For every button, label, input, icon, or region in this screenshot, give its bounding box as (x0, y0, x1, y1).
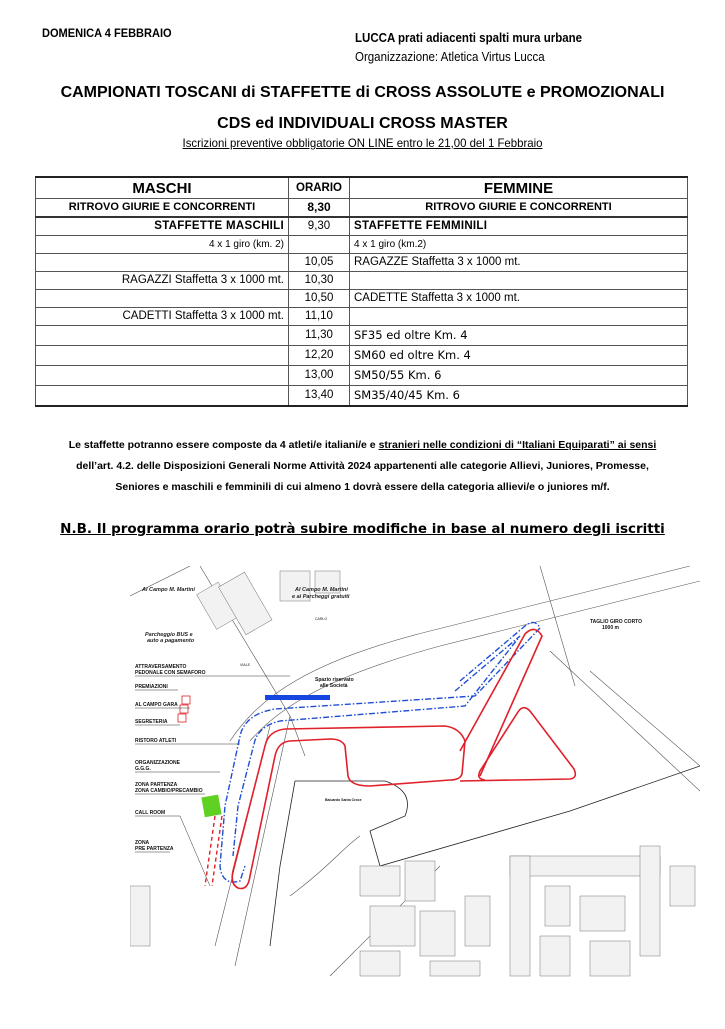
map-label-call-room: CALL ROOM (135, 810, 166, 816)
map-label-short-cut-2: 1000 m (602, 625, 619, 631)
schedule-table (35, 176, 688, 407)
women-cell: RAGAZZE Staffetta 3 x 1000 mt. (350, 254, 688, 272)
time-cell: 10,30 (289, 272, 350, 290)
women-cell: SM50/55 Km. 6 (350, 366, 688, 386)
table-row (36, 308, 688, 326)
map-label-street: VIALE (240, 663, 250, 667)
note-line-1 (30, 435, 695, 456)
table-row (36, 346, 688, 366)
women-cell (350, 308, 688, 326)
time-cell: 11,10 (289, 308, 350, 326)
map-road (250, 581, 700, 741)
time-cell: 13,40 (289, 386, 350, 407)
header-women: FEMMINE (350, 177, 688, 199)
event-organizer: Organizzazione: Atletica Virtus Lucca (355, 50, 545, 64)
men-cell (36, 290, 289, 308)
map-label-parking-bus: Parcheggio BUS e (145, 632, 193, 638)
page-title: CAMPIONATI TOSCANI di STAFFETTE di CROSS ASSOLUTE e PROMOZIONALI (60, 84, 665, 101)
relay-rules-note (30, 435, 695, 498)
table-row (36, 326, 688, 346)
map-label-prestart-2: PRE PARTENZA (135, 846, 174, 852)
table-row (36, 217, 688, 236)
note-line-3: Seniores e maschili e femminili di cui almeno 1 dovrà essere della categoria allievi/e o juniores m/f. (115, 481, 610, 493)
map-label-campo-martini-parking-2: e ai Parcheggi gratuiti (292, 594, 350, 600)
start-lane (205, 816, 215, 886)
women-cell: CADETTE Staffetta 3 x 1000 mt. (350, 290, 688, 308)
men-cell: CADETTI Staffetta 3 x 1000 mt. (36, 308, 289, 326)
event-location: LUCCA prati adiacenti spalti mura urbane (355, 31, 583, 45)
start-zone (201, 795, 221, 818)
map-label-parking-bus-2: auto a pagamento (147, 638, 195, 644)
map-label-organization-2: G.G.G. (135, 766, 151, 772)
secretary-tents (178, 696, 190, 722)
note-text-underlined: stranieri nelle condizioni di “Italiani Equiparati” ai sensi (378, 439, 657, 451)
table-header-row (36, 177, 688, 199)
long-course (232, 629, 575, 888)
map-label-campo-martini: Al Campo M. Martini (142, 587, 195, 593)
map-road (550, 651, 700, 791)
map-label-campo-gara: AL CAMPO GARA (135, 702, 178, 708)
map-label-reserved-2: alle Società (320, 683, 348, 689)
map-label-crossing-2: PEDONALE CON SEMAFORO (135, 670, 206, 676)
map-label-refreshment: RISTORO ATLETI (135, 738, 177, 744)
time-cell: 12,20 (289, 346, 350, 366)
note-line-2: dell’art. 4.2. delle Disposizioni Generali Norme Attività 2024 appartenenti alle categorie Allievi, Juniores, Promesse, (76, 460, 649, 472)
women-cell: RITROVO GIURIE E CONCORRENTI (350, 199, 688, 218)
reserved-area (265, 695, 330, 700)
women-cell: SM35/40/45 Km. 6 (350, 386, 688, 407)
men-cell (36, 386, 289, 407)
time-cell: 10,05 (289, 254, 350, 272)
women-cell: SM60 ed oltre Km. 4 (350, 346, 688, 366)
map-road (540, 566, 575, 686)
map-label-awards: PREMIAZIONI (135, 684, 168, 690)
women-cell: SF35 ed oltre Km. 4 (350, 326, 688, 346)
map-label-street-2: CARLO (315, 617, 328, 621)
men-cell: RITROVO GIURIE E CONCORRENTI (36, 199, 289, 218)
schedule-disclaimer: N.B. Il programma orario potrà subire modifiche in base al numero degli iscritti (60, 521, 665, 537)
map-label-crossing: ATTRAVERSAMENTO (135, 664, 187, 670)
course-map (130, 566, 700, 978)
time-cell: 10,50 (289, 290, 350, 308)
time-cell: 9,30 (289, 217, 350, 236)
map-buildings (130, 571, 695, 976)
event-date: DOMENICA 4 FEBBRAIO (42, 26, 172, 40)
registration-notice: Iscrizioni preventive obbligatorie ON LINE entro le 21,00 del 1 Febbraio (182, 136, 543, 150)
men-cell (36, 254, 289, 272)
table-row (36, 254, 688, 272)
men-cell: STAFFETTE MASCHILI (36, 217, 289, 236)
map-label-secretary: SEGRETERIA (135, 719, 168, 725)
map-path (290, 836, 360, 896)
men-cell: RAGAZZI Staffetta 3 x 1000 mt. (36, 272, 289, 290)
men-cell (36, 326, 289, 346)
map-label-start-zone: ZONA PARTENZA (135, 782, 178, 788)
men-cell (36, 346, 289, 366)
map-label-change-zone: ZONA CAMBIO/PRECAMBIO (135, 788, 203, 794)
page-subtitle: CDS ed INDIVIDUALI CROSS MASTER (217, 115, 508, 132)
table-row (36, 199, 688, 218)
map-label-short-cut: TAGLIO GIRO CORTO (590, 619, 643, 625)
map-label-organization: ORGANIZZAZIONE (135, 760, 180, 766)
time-cell: 11,30 (289, 326, 350, 346)
table-row (36, 366, 688, 386)
table-row (36, 272, 688, 290)
table-row (36, 236, 688, 254)
time-cell: 8,30 (289, 199, 350, 218)
header-men: MASCHI (36, 177, 289, 199)
map-label-prestart: ZONA (135, 840, 150, 846)
note-text: Le staffette potranno essere composte da 4 atleti/e italiani/e e (68, 439, 379, 451)
time-cell (289, 236, 350, 254)
map-road (590, 671, 700, 766)
time-cell: 13,00 (289, 366, 350, 386)
map-label-reserved: Spazio riservato (315, 677, 354, 683)
women-cell (350, 272, 688, 290)
men-cell: 4 x 1 giro (km. 2) (36, 236, 289, 254)
map-label-baluardo: Baluardo Santa Croce (325, 798, 362, 802)
women-cell: 4 x 1 giro (km.2) (350, 236, 688, 254)
table-row (36, 290, 688, 308)
map-label-campo-martini-parking: Al Campo M. Martini (295, 587, 348, 593)
women-cell: STAFFETTE FEMMINILI (350, 217, 688, 236)
header-time: ORARIO (289, 177, 350, 199)
men-cell (36, 366, 289, 386)
table-row (36, 386, 688, 407)
map-bastion (270, 781, 295, 946)
